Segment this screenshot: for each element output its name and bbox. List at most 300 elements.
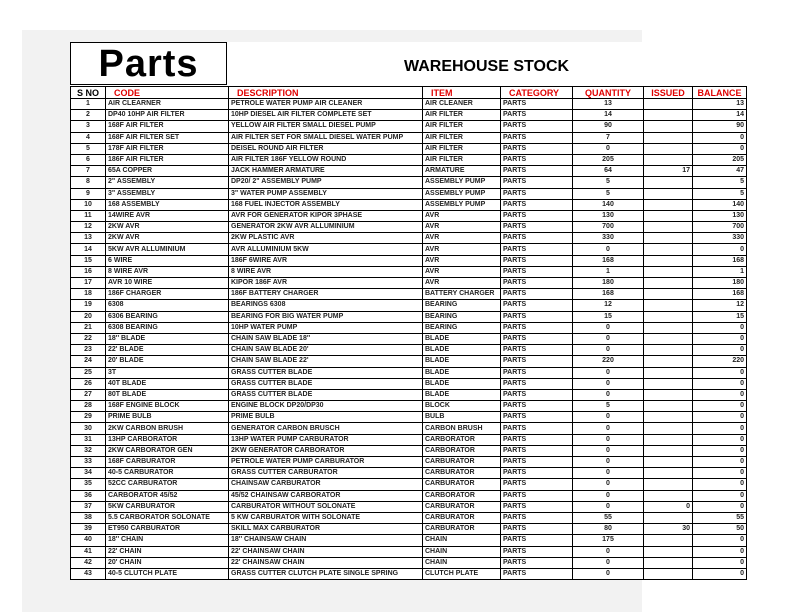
cell-quantity[interactable]: 0 <box>573 322 644 333</box>
cell-category[interactable]: PARTS <box>501 546 573 557</box>
cell-description[interactable]: 22' CHAINSAW CHAIN <box>229 546 423 557</box>
cell-quantity[interactable]: 15 <box>573 311 644 322</box>
cell-quantity[interactable]: 205 <box>573 154 644 165</box>
cell-balance[interactable]: 0 <box>693 490 747 501</box>
cell-issued[interactable] <box>644 121 693 132</box>
cell-description[interactable]: CHAIN SAW BLADE 22' <box>229 356 423 367</box>
cell-item[interactable]: AVR <box>423 278 501 289</box>
cell-balance[interactable]: 0 <box>693 401 747 412</box>
cell-code[interactable]: 18'' CHAIN <box>106 535 229 546</box>
cell-quantity[interactable]: 168 <box>573 255 644 266</box>
cell-issued[interactable] <box>644 266 693 277</box>
cell-category[interactable]: PARTS <box>501 434 573 445</box>
cell-category[interactable]: PARTS <box>501 99 573 110</box>
cell-issued[interactable] <box>644 210 693 221</box>
cell-quantity[interactable]: 0 <box>573 479 644 490</box>
cell-quantity[interactable]: 130 <box>573 210 644 221</box>
cell-description[interactable]: 5 KW CARBURATOR WITH SOLONATE <box>229 512 423 523</box>
cell-category[interactable]: PARTS <box>501 535 573 546</box>
cell-item[interactable]: ASSEMBLY PUMP <box>423 199 501 210</box>
cell-issued[interactable]: 0 <box>644 501 693 512</box>
cell-code[interactable]: 13HP CARBORATOR <box>106 434 229 445</box>
cell-item[interactable]: CHAIN <box>423 535 501 546</box>
cell-item[interactable]: CHAIN <box>423 557 501 568</box>
cell-issued[interactable] <box>644 222 693 233</box>
cell-sno[interactable]: 6 <box>71 154 106 165</box>
cell-quantity[interactable]: 64 <box>573 166 644 177</box>
cell-item[interactable]: AIR FILTER <box>423 132 501 143</box>
cell-item[interactable]: AVR <box>423 222 501 233</box>
cell-balance[interactable]: 1 <box>693 266 747 277</box>
cell-category[interactable]: PARTS <box>501 468 573 479</box>
cell-sno[interactable]: 35 <box>71 479 106 490</box>
cell-quantity[interactable]: 0 <box>573 568 644 579</box>
cell-description[interactable]: 3" WATER PUMP ASSEMBLY <box>229 188 423 199</box>
cell-item[interactable]: AVR <box>423 233 501 244</box>
cell-code[interactable]: 40-5 CARBURATOR <box>106 468 229 479</box>
cell-description[interactable]: GRASS CUTTER BLADE <box>229 378 423 389</box>
cell-category[interactable]: PARTS <box>501 367 573 378</box>
cell-code[interactable]: 80T BLADE <box>106 389 229 400</box>
cell-sno[interactable]: 30 <box>71 423 106 434</box>
cell-issued[interactable] <box>644 445 693 456</box>
cell-category[interactable]: PARTS <box>501 445 573 456</box>
cell-category[interactable]: PARTS <box>501 289 573 300</box>
cell-balance[interactable]: 5 <box>693 188 747 199</box>
cell-quantity[interactable]: 0 <box>573 445 644 456</box>
cell-code[interactable]: 5KW CARBURATOR <box>106 501 229 512</box>
cell-item[interactable]: BLADE <box>423 345 501 356</box>
cell-balance[interactable]: 14 <box>693 110 747 121</box>
cell-sno[interactable]: 36 <box>71 490 106 501</box>
cell-category[interactable]: PARTS <box>501 501 573 512</box>
cell-balance[interactable]: 0 <box>693 322 747 333</box>
cell-issued[interactable] <box>644 412 693 423</box>
cell-category[interactable]: PARTS <box>501 121 573 132</box>
cell-quantity[interactable]: 7 <box>573 132 644 143</box>
cell-sno[interactable]: 33 <box>71 457 106 468</box>
cell-balance[interactable]: 0 <box>693 445 747 456</box>
cell-quantity[interactable]: 55 <box>573 512 644 523</box>
cell-category[interactable]: PARTS <box>501 412 573 423</box>
cell-code[interactable]: 186F AIR FILTER <box>106 154 229 165</box>
cell-sno[interactable]: 14 <box>71 244 106 255</box>
cell-item[interactable]: ARMATURE <box>423 166 501 177</box>
cell-quantity[interactable]: 12 <box>573 300 644 311</box>
cell-quantity[interactable]: 5 <box>573 177 644 188</box>
cell-sno[interactable]: 1 <box>71 99 106 110</box>
cell-sno[interactable]: 32 <box>71 445 106 456</box>
cell-quantity[interactable]: 180 <box>573 278 644 289</box>
cell-item[interactable]: AVR <box>423 244 501 255</box>
cell-issued[interactable] <box>644 535 693 546</box>
cell-balance[interactable]: 0 <box>693 568 747 579</box>
cell-code[interactable]: 18'' BLADE <box>106 333 229 344</box>
cell-item[interactable]: CARBON BRUSH <box>423 423 501 434</box>
cell-description[interactable]: PRIME BULB <box>229 412 423 423</box>
cell-sno[interactable]: 25 <box>71 367 106 378</box>
cell-quantity[interactable]: 0 <box>573 378 644 389</box>
cell-category[interactable]: PARTS <box>501 322 573 333</box>
cell-balance[interactable]: 205 <box>693 154 747 165</box>
cell-category[interactable]: PARTS <box>501 490 573 501</box>
cell-item[interactable]: CARBURATOR <box>423 457 501 468</box>
cell-category[interactable]: PARTS <box>501 210 573 221</box>
cell-issued[interactable] <box>644 132 693 143</box>
cell-category[interactable]: PARTS <box>501 143 573 154</box>
cell-quantity[interactable]: 14 <box>573 110 644 121</box>
cell-balance[interactable]: 0 <box>693 557 747 568</box>
cell-description[interactable]: GENERATOR 2KW AVR ALLUMINIUM <box>229 222 423 233</box>
cell-item[interactable]: BLADE <box>423 333 501 344</box>
cell-sno[interactable]: 9 <box>71 188 106 199</box>
cell-balance[interactable]: 0 <box>693 143 747 154</box>
cell-quantity[interactable]: 140 <box>573 199 644 210</box>
cell-category[interactable]: PARTS <box>501 356 573 367</box>
cell-sno[interactable]: 19 <box>71 300 106 311</box>
cell-sno[interactable]: 38 <box>71 512 106 523</box>
cell-quantity[interactable]: 0 <box>573 457 644 468</box>
cell-description[interactable]: AIR FILTER 186F YELLOW ROUND <box>229 154 423 165</box>
cell-quantity[interactable]: 700 <box>573 222 644 233</box>
cell-code[interactable]: 5.5 CARBORATOR SOLONATE <box>106 512 229 523</box>
cell-balance[interactable]: 47 <box>693 166 747 177</box>
cell-quantity[interactable]: 168 <box>573 289 644 300</box>
cell-balance[interactable]: 0 <box>693 244 747 255</box>
cell-issued[interactable] <box>644 490 693 501</box>
cell-sno[interactable]: 42 <box>71 557 106 568</box>
cell-description[interactable]: GRASS CUTTER BLADE <box>229 367 423 378</box>
cell-quantity[interactable]: 0 <box>573 389 644 400</box>
cell-category[interactable]: PARTS <box>501 233 573 244</box>
cell-balance[interactable]: 0 <box>693 457 747 468</box>
cell-item[interactable]: BLADE <box>423 389 501 400</box>
cell-balance[interactable]: 130 <box>693 210 747 221</box>
cell-issued[interactable] <box>644 199 693 210</box>
cell-code[interactable]: 186F CHARGER <box>106 289 229 300</box>
cell-code[interactable]: 20' CHAIN <box>106 557 229 568</box>
cell-item[interactable]: CHAIN <box>423 546 501 557</box>
cell-balance[interactable]: 140 <box>693 199 747 210</box>
cell-category[interactable]: PARTS <box>501 345 573 356</box>
cell-code[interactable]: 40-5 CLUTCH PLATE <box>106 568 229 579</box>
cell-sno[interactable]: 5 <box>71 143 106 154</box>
cell-category[interactable]: PARTS <box>501 154 573 165</box>
cell-code[interactable]: 178F AIR FILTER <box>106 143 229 154</box>
cell-issued[interactable] <box>644 457 693 468</box>
cell-description[interactable]: AVR ALLUMINIUM 5KW <box>229 244 423 255</box>
cell-quantity[interactable]: 175 <box>573 535 644 546</box>
cell-description[interactable]: CHAINSAW CARBURATOR <box>229 479 423 490</box>
cell-item[interactable]: BULB <box>423 412 501 423</box>
cell-category[interactable]: PARTS <box>501 401 573 412</box>
cell-item[interactable]: ASSEMBLY PUMP <box>423 177 501 188</box>
cell-sno[interactable]: 34 <box>71 468 106 479</box>
cell-code[interactable]: 2KW AVR <box>106 222 229 233</box>
cell-balance[interactable]: 0 <box>693 546 747 557</box>
cell-item[interactable]: AVR <box>423 255 501 266</box>
cell-description[interactable]: 18'' CHAINSAW CHAIN <box>229 535 423 546</box>
cell-quantity[interactable]: 220 <box>573 356 644 367</box>
cell-quantity[interactable]: 0 <box>573 244 644 255</box>
cell-category[interactable]: PARTS <box>501 177 573 188</box>
cell-issued[interactable] <box>644 423 693 434</box>
cell-description[interactable]: PETROLE WATER PUMP CARBURATOR <box>229 457 423 468</box>
cell-category[interactable]: PARTS <box>501 389 573 400</box>
cell-description[interactable]: YELLOW AIR FILTER SMALL DIESEL PUMP <box>229 121 423 132</box>
cell-quantity[interactable]: 0 <box>573 333 644 344</box>
cell-issued[interactable]: 30 <box>644 524 693 535</box>
cell-code[interactable]: 2KW AVR <box>106 233 229 244</box>
cell-quantity[interactable]: 1 <box>573 266 644 277</box>
cell-issued[interactable] <box>644 177 693 188</box>
cell-code[interactable]: CARBORATOR 45/52 <box>106 490 229 501</box>
cell-item[interactable]: AVR <box>423 210 501 221</box>
cell-code[interactable]: PRIME BULB <box>106 412 229 423</box>
cell-balance[interactable]: 0 <box>693 333 747 344</box>
cell-issued[interactable] <box>644 110 693 121</box>
cell-sno[interactable]: 23 <box>71 345 106 356</box>
cell-balance[interactable]: 5 <box>693 177 747 188</box>
cell-category[interactable]: PARTS <box>501 255 573 266</box>
cell-item[interactable]: BATTERY CHARGER <box>423 289 501 300</box>
cell-issued[interactable] <box>644 143 693 154</box>
cell-issued[interactable] <box>644 300 693 311</box>
cell-quantity[interactable]: 330 <box>573 233 644 244</box>
cell-issued[interactable] <box>644 244 693 255</box>
cell-code[interactable]: 14WIRE AVR <box>106 210 229 221</box>
cell-issued[interactable] <box>644 289 693 300</box>
cell-balance[interactable]: 0 <box>693 535 747 546</box>
cell-quantity[interactable]: 0 <box>573 468 644 479</box>
cell-sno[interactable]: 17 <box>71 278 106 289</box>
cell-description[interactable]: 168 FUEL INJECTOR ASSEMBLY <box>229 199 423 210</box>
cell-balance[interactable]: 15 <box>693 311 747 322</box>
cell-description[interactable]: GRASS CUTTER CLUTCH PLATE SINGLE SPRING <box>229 568 423 579</box>
cell-description[interactable]: CHAIN SAW BLADE 20' <box>229 345 423 356</box>
cell-code[interactable]: 5KW AVR ALLUMINIUM <box>106 244 229 255</box>
cell-quantity[interactable]: 0 <box>573 557 644 568</box>
cell-sno[interactable]: 41 <box>71 546 106 557</box>
cell-code[interactable]: 22' BLADE <box>106 345 229 356</box>
cell-item[interactable]: BLADE <box>423 378 501 389</box>
cell-item[interactable]: CARBURATOR <box>423 479 501 490</box>
cell-balance[interactable]: 0 <box>693 345 747 356</box>
cell-code[interactable]: 40T BLADE <box>106 378 229 389</box>
cell-issued[interactable] <box>644 389 693 400</box>
cell-item[interactable]: AVR <box>423 266 501 277</box>
cell-category[interactable]: PARTS <box>501 278 573 289</box>
cell-issued[interactable] <box>644 278 693 289</box>
cell-sno[interactable]: 18 <box>71 289 106 300</box>
cell-sno[interactable]: 37 <box>71 501 106 512</box>
cell-category[interactable]: PARTS <box>501 166 573 177</box>
cell-description[interactable]: GENERATOR CARBON BRUSCH <box>229 423 423 434</box>
cell-balance[interactable]: 0 <box>693 479 747 490</box>
cell-issued[interactable] <box>644 356 693 367</box>
cell-sno[interactable]: 26 <box>71 378 106 389</box>
cell-issued[interactable] <box>644 311 693 322</box>
cell-code[interactable]: 2KW CARBON BRUSH <box>106 423 229 434</box>
cell-quantity[interactable]: 5 <box>573 401 644 412</box>
cell-issued[interactable] <box>644 434 693 445</box>
cell-issued[interactable] <box>644 546 693 557</box>
cell-issued[interactable] <box>644 188 693 199</box>
cell-code[interactable]: 168 ASSEMBLY <box>106 199 229 210</box>
cell-description[interactable]: BEARINGS 6308 <box>229 300 423 311</box>
cell-description[interactable]: 2KW PLASTIC AVR <box>229 233 423 244</box>
cell-sno[interactable]: 40 <box>71 535 106 546</box>
cell-category[interactable]: PARTS <box>501 512 573 523</box>
cell-code[interactable]: 8 WIRE AVR <box>106 266 229 277</box>
cell-quantity[interactable]: 0 <box>573 367 644 378</box>
cell-item[interactable]: BEARING <box>423 300 501 311</box>
cell-category[interactable]: PARTS <box>501 110 573 121</box>
cell-balance[interactable]: 0 <box>693 423 747 434</box>
cell-issued[interactable] <box>644 479 693 490</box>
cell-description[interactable]: SKILL MAX CARBURATOR <box>229 524 423 535</box>
cell-description[interactable]: 10HP DIESEL AIR FILTER COMPLETE SET <box>229 110 423 121</box>
cell-description[interactable]: AIR FILTER SET FOR SMALL DIESEL WATER PUMP <box>229 132 423 143</box>
cell-category[interactable]: PARTS <box>501 378 573 389</box>
cell-sno[interactable]: 15 <box>71 255 106 266</box>
cell-category[interactable]: PARTS <box>501 266 573 277</box>
cell-category[interactable]: PARTS <box>501 132 573 143</box>
cell-quantity[interactable]: 0 <box>573 143 644 154</box>
cell-quantity[interactable]: 0 <box>573 345 644 356</box>
cell-sno[interactable]: 39 <box>71 524 106 535</box>
cell-sno[interactable]: 8 <box>71 177 106 188</box>
cell-issued[interactable] <box>644 468 693 479</box>
cell-balance[interactable]: 90 <box>693 121 747 132</box>
cell-description[interactable]: DEISEL ROUND AIR FILTER <box>229 143 423 154</box>
cell-description[interactable]: 186F BATTERY CHARGER <box>229 289 423 300</box>
cell-quantity[interactable]: 0 <box>573 434 644 445</box>
cell-description[interactable]: BEARING FOR BIG WATER PUMP <box>229 311 423 322</box>
cell-quantity[interactable]: 0 <box>573 423 644 434</box>
cell-balance[interactable]: 0 <box>693 501 747 512</box>
cell-balance[interactable]: 0 <box>693 389 747 400</box>
cell-sno[interactable]: 12 <box>71 222 106 233</box>
cell-description[interactable]: 186F 6WIRE AVR <box>229 255 423 266</box>
cell-quantity[interactable]: 80 <box>573 524 644 535</box>
cell-issued[interactable] <box>644 401 693 412</box>
cell-sno[interactable]: 31 <box>71 434 106 445</box>
cell-item[interactable]: CARBURATOR <box>423 501 501 512</box>
cell-item[interactable]: BLADE <box>423 367 501 378</box>
cell-issued[interactable] <box>644 99 693 110</box>
cell-quantity[interactable]: 90 <box>573 121 644 132</box>
cell-item[interactable]: CLUTCH PLATE <box>423 568 501 579</box>
cell-item[interactable]: BLADE <box>423 356 501 367</box>
cell-balance[interactable]: 0 <box>693 367 747 378</box>
cell-sno[interactable]: 43 <box>71 568 106 579</box>
cell-quantity[interactable]: 0 <box>573 412 644 423</box>
cell-balance[interactable]: 12 <box>693 300 747 311</box>
cell-category[interactable]: PARTS <box>501 300 573 311</box>
cell-code[interactable]: 2KW CARBORATOR GEN <box>106 445 229 456</box>
cell-sno[interactable]: 2 <box>71 110 106 121</box>
cell-quantity[interactable]: 0 <box>573 501 644 512</box>
cell-balance[interactable]: 330 <box>693 233 747 244</box>
cell-code[interactable]: AVR 10 WIRE <box>106 278 229 289</box>
cell-code[interactable]: ET950 CARBURATOR <box>106 524 229 535</box>
cell-item[interactable]: CARBORATOR <box>423 490 501 501</box>
cell-description[interactable]: JACK HAMMER ARMATURE <box>229 166 423 177</box>
cell-issued[interactable] <box>644 512 693 523</box>
cell-code[interactable]: 3T <box>106 367 229 378</box>
cell-category[interactable]: PARTS <box>501 557 573 568</box>
cell-description[interactable]: DP20/ 2" ASSEMBLY PUMP <box>229 177 423 188</box>
cell-description[interactable]: GRASS CUTTER BLADE <box>229 389 423 400</box>
cell-balance[interactable]: 0 <box>693 434 747 445</box>
cell-item[interactable]: ASSEMBLY PUMP <box>423 188 501 199</box>
cell-description[interactable]: CARBURATOR WITHOUT SOLONATE <box>229 501 423 512</box>
cell-issued[interactable] <box>644 345 693 356</box>
cell-description[interactable]: PETROLE WATER PUMP AIR CLEANER <box>229 99 423 110</box>
cell-item[interactable]: CARBORATOR <box>423 434 501 445</box>
cell-balance[interactable]: 0 <box>693 412 747 423</box>
cell-sno[interactable]: 24 <box>71 356 106 367</box>
cell-description[interactable]: 22' CHAINSAW CHAIN <box>229 557 423 568</box>
cell-description[interactable]: AVR FOR GENERATOR KIPOR 3PHASE <box>229 210 423 221</box>
cell-code[interactable]: 22' CHAIN <box>106 546 229 557</box>
cell-issued[interactable] <box>644 367 693 378</box>
cell-balance[interactable]: 0 <box>693 378 747 389</box>
cell-issued[interactable] <box>644 233 693 244</box>
cell-code[interactable]: 65A COPPER <box>106 166 229 177</box>
cell-balance[interactable]: 700 <box>693 222 747 233</box>
cell-code[interactable]: 168F AIR FILTER SET <box>106 132 229 143</box>
cell-category[interactable]: PARTS <box>501 333 573 344</box>
cell-description[interactable]: GRASS CUTTER CARBURATOR <box>229 468 423 479</box>
cell-issued[interactable] <box>644 378 693 389</box>
cell-balance[interactable]: 0 <box>693 468 747 479</box>
cell-item[interactable]: AIR CLEANER <box>423 99 501 110</box>
cell-code[interactable]: 168F AIR FILTER <box>106 121 229 132</box>
cell-balance[interactable]: 50 <box>693 524 747 535</box>
cell-code[interactable]: AIR CLEARNER <box>106 99 229 110</box>
cell-issued[interactable] <box>644 568 693 579</box>
cell-quantity[interactable]: 13 <box>573 99 644 110</box>
cell-category[interactable]: PARTS <box>501 222 573 233</box>
cell-code[interactable]: 6306 BEARING <box>106 311 229 322</box>
cell-description[interactable]: 45/52 CHAINSAW CARBORATOR <box>229 490 423 501</box>
cell-code[interactable]: 6 WIRE <box>106 255 229 266</box>
cell-description[interactable]: 2KW GENERATOR CARBORATOR <box>229 445 423 456</box>
cell-item[interactable]: AIR FILTER <box>423 121 501 132</box>
cell-description[interactable]: CHAIN SAW BLADE 18'' <box>229 333 423 344</box>
cell-category[interactable]: PARTS <box>501 199 573 210</box>
cell-sno[interactable]: 21 <box>71 322 106 333</box>
cell-code[interactable]: 2" ASSEMBLY <box>106 177 229 188</box>
cell-item[interactable]: CARBURATOR <box>423 468 501 479</box>
cell-item[interactable]: AIR FILTER <box>423 110 501 121</box>
cell-item[interactable]: CARBORATOR <box>423 445 501 456</box>
cell-category[interactable]: PARTS <box>501 479 573 490</box>
cell-sno[interactable]: 13 <box>71 233 106 244</box>
cell-issued[interactable] <box>644 557 693 568</box>
cell-sno[interactable]: 16 <box>71 266 106 277</box>
cell-item[interactable]: CARBURATOR <box>423 524 501 535</box>
cell-item[interactable]: BEARING <box>423 311 501 322</box>
cell-sno[interactable]: 3 <box>71 121 106 132</box>
cell-description[interactable]: ENGINE BLOCK DP20/DP30 <box>229 401 423 412</box>
cell-category[interactable]: PARTS <box>501 524 573 535</box>
cell-balance[interactable]: 180 <box>693 278 747 289</box>
cell-balance[interactable]: 220 <box>693 356 747 367</box>
cell-code[interactable]: 6308 <box>106 300 229 311</box>
